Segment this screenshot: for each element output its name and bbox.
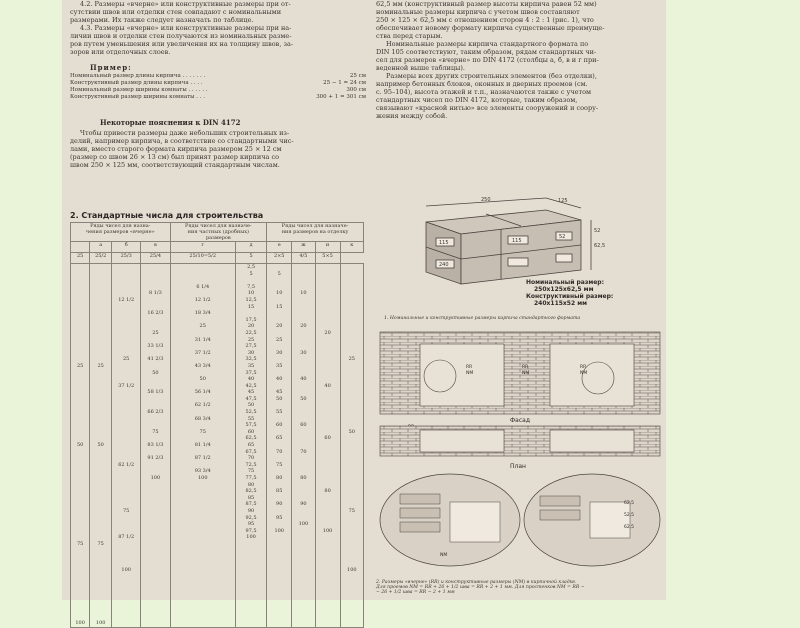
group-header-fractional: Ряды чисел для назначе- ния частных (дробных) размеров (170, 223, 267, 242)
mark-62-5-b: 62,5 (624, 525, 635, 530)
table-column-ratio: 25/10=5/2 (170, 253, 235, 264)
paragraph-line: номинальные размеры кирпича с учетом швов составляют (376, 8, 580, 16)
notes-line: Чтобы привести размеры даже небольших строительных из- (80, 129, 290, 137)
book-page (62, 0, 666, 627)
mark-nm-5: NM (440, 553, 448, 558)
mark-nm-3: NM (580, 371, 588, 376)
table-column-ratio: 5 (235, 253, 266, 264)
table-cell: 20 40 60 80 100 (315, 264, 340, 628)
paragraph-line: 250 × 125 × 62,5 мм с отношением сторон 4 : 2 : 1 (рис. 1), что (376, 16, 594, 24)
paragraph-line: с. 95–104), высота этажей и т.п., назначаются также с учетом (376, 88, 592, 96)
table-column-ratio: 25/4 (141, 253, 170, 264)
notes-line: (размер со швом 26 × 13 см) был принят размер кирпича со (70, 153, 280, 161)
paragraph-line: веденной выше таблицы). (376, 64, 465, 72)
example-rows (70, 73, 366, 101)
brick-dim-length: 250 (481, 197, 491, 203)
paragraph-line: сел для размеров «вчерне» по DIN 4172 (столбцы а, б, в и г при- (376, 56, 599, 64)
paragraph-line: 4.2. Размеры «вчерне» или конструктивные размеры при от- (80, 0, 291, 8)
figure-2-caption-line: − 26 + 1/2 шва = RR − 2 + 1 мм (376, 590, 455, 595)
mark-52-5: 52,5 (624, 513, 635, 518)
brick-dim-52: 52 (559, 234, 566, 240)
example-row (70, 80, 366, 87)
notes-line: делий, например кирпича, в соответствие со стандартными чис- (70, 137, 294, 145)
right-column (376, 0, 664, 600)
paragraph-line: ров путем уменьшения или увеличения их на толщину швов, за- (70, 40, 294, 48)
example-value: 25 − 1 = 24 см (323, 80, 366, 86)
notes-heading: Некоторые пояснения к DIN 4172 (100, 118, 241, 127)
paragraph-line: личии швов и отделки стен получаются из номинальных разме- (70, 32, 292, 40)
table-column-ratio: 4/5 (292, 253, 315, 264)
table-ratios-row (71, 253, 364, 264)
table-row (71, 264, 364, 628)
mark-rr-1: RR (466, 365, 473, 370)
brick-diagram (396, 192, 646, 314)
paragraph-line: стандартных чисел по DIN 4172, которые, таким образом, (376, 96, 578, 104)
example-row (70, 87, 366, 94)
table-cell: 6 1/4 12 1/2 18 3/4 25 31 1/4 37 1/2 43 3/4 50 56 1/4 62 1/2 68 3/4 75 81 1/4 87 1/2 93 3/4 100 (170, 264, 235, 628)
mark-nm-2: NM (522, 371, 530, 376)
group-header-rough: Ряды чисел для назна- чения размеров «вчерне» (71, 223, 171, 242)
left-column (70, 0, 366, 627)
table-title: 2. Стандартные числа для строительства (70, 211, 264, 220)
table-cell: 25 50 75 100 (71, 264, 90, 628)
paragraph-line: жения между собой. (376, 112, 448, 120)
notes-block (70, 112, 366, 169)
example-row (70, 94, 366, 101)
example-block (70, 60, 366, 101)
notes-line: лами, вместо старого формата кирпича размером 25 × 12 см (70, 145, 282, 153)
table-column-letter (71, 242, 90, 253)
table-column-ratio: 2×5 (267, 253, 292, 264)
mark-62-5-a: 62,5 (624, 501, 635, 506)
paragraph-line: обеспечивает новому формату кирпича существенные преимуще- (376, 24, 605, 32)
plan-label: План (510, 463, 526, 470)
table-column-ratio: 25 (71, 253, 90, 264)
table-column-letter: г (170, 242, 235, 253)
table-cell: 8 1/3 16 2/3 25 33 1/3 41 2/3 50 58 1/3 66 2/3 75 83 1/3 91 2/3 100 (141, 264, 170, 628)
table-column-ratio: 5×5 (315, 253, 340, 264)
brick-dim-115-b: 115 (512, 238, 522, 244)
table-column-letter: к (340, 242, 363, 253)
table-column-letter: ж (292, 242, 315, 253)
mark-nm-1: NM (466, 371, 474, 376)
table-column-letter: д (235, 242, 266, 253)
paragraph-line: Размеры всех других строительных элементов (без отделки), (386, 72, 597, 80)
paragraph-line: DIN 105 соответствуют, таким образом, рядам стандартных чи- (376, 48, 597, 56)
notes-text (70, 129, 366, 169)
figure-2-caption (376, 580, 664, 595)
mark-rr-2: RR (522, 365, 529, 370)
table-column-letter: б (112, 242, 141, 253)
example-label: Номинальный размер длины кирпича . . . . . . . (70, 73, 206, 79)
paragraph-line: 4.3. Размеры «вчерне» или конструктивные размеры при на- (80, 24, 292, 32)
example-label: Конструктивный размер длины кирпича . . . . (70, 80, 203, 86)
figure-1-caption: 1. Номинальные и конструктивные размеры кирпича стандартного формата (384, 316, 581, 321)
paragraph-line: ства перед старым. (376, 32, 443, 40)
figure-2-caption-line: Для проемов NM = RR + 26 + 1/2 шва = RR + 2 + 1 мм. Для простенков NM = RR − (376, 585, 585, 590)
example-value: 300 + 1 = 301 см (316, 94, 366, 100)
group-header-finish: Ряды чисел для назначе- ния размеров на отделку (267, 223, 364, 242)
nominal-size-value: 250х125х62,5 мм (534, 286, 594, 293)
brick-dim-115-a: 115 (439, 240, 449, 246)
table-group-header-row (71, 223, 364, 242)
table-cell: 10 20 30 40 50 60 70 80 90 100 (292, 264, 315, 628)
paragraph-line: Номинальные размеры кирпича стандартного формата по (386, 40, 589, 48)
notes-line: швом 250 × 125 мм, соответствующий стандартным числам. (70, 161, 280, 169)
standard-numbers-table (70, 222, 364, 628)
brick-dim-width: 125 (558, 198, 568, 204)
right-paragraphs (376, 0, 664, 120)
example-title: Пример: (90, 63, 132, 72)
masonry-diagram (380, 324, 660, 579)
table-column-letter: е (267, 242, 292, 253)
facade-label: Фасад (510, 417, 530, 424)
paragraph-line: 62,5 мм (конструктивный размер высоты кирпича равен 52 мм) (376, 0, 597, 8)
table-cell: 2,5 5 7,5 10 12,5 15 17,5 20 22,5 25 27,5 30 32,5 35 37,5 40 42,5 45 47,5 50 52,5 55 57,5 60 62,5 65 67,5 70 72,5 75 77,5 80 82,5 85 87,5 90 92,5 95 97,5 100 (235, 264, 266, 628)
intro-paragraphs (70, 0, 366, 56)
nominal-size-label: Номинальный размер: (526, 279, 604, 286)
mark-rr-3: RR (580, 365, 587, 370)
example-row (70, 73, 366, 80)
table-column-letter: а (90, 242, 112, 253)
brick-dim-height: 52 (594, 228, 601, 234)
paragraph-line: зоров или отделочных слоев. (70, 48, 171, 56)
paragraph-line: например бетонных блоков, оконных и дверных проемов (см. (376, 80, 588, 88)
table-column-letter: и (315, 242, 340, 253)
paragraph-line: сутствии швов или отделки стен совпадают с номинальными (70, 8, 282, 16)
example-value: 300 см (346, 87, 366, 93)
table-cell: 12 1/2 25 37 1/2 62 1/2 75 87 1/2 100 (112, 264, 141, 628)
example-label: Номинальный размер ширины комнаты . . . . . . (70, 87, 208, 93)
table-column-ratio: 25/2 (90, 253, 112, 264)
table-cell: 5 10 15 20 25 30 35 40 45 50 55 60 65 70 75 80 85 90 95 100 (267, 264, 292, 628)
example-value: 25 см (349, 73, 366, 79)
figure-2-caption-line: 2. Размеры «вчерне» (RR) и конструктивные размеры (NM) в кирпичной кладке. (376, 580, 577, 585)
constructive-size-label: Конструктивный размер: (526, 293, 614, 300)
paragraph-line: связывают «красной нитью» все элементы сооружений и соору- (376, 104, 599, 112)
brick-dim-height-nominal: 62,5 (594, 243, 606, 249)
example-label: Конструктивный размер ширины комнаты . . . (70, 94, 206, 100)
brick-dim-240: 240 (439, 262, 449, 268)
table-column-ratio: 25/3 (112, 253, 141, 264)
constructive-size-value: 240х115х52 мм (534, 300, 588, 307)
table-cell: 25 50 75 100 (340, 264, 363, 628)
paragraph-line: размерами. Их также следует назначать по таблице. (70, 16, 254, 24)
table-column-letter: в (141, 242, 170, 253)
table-cell: 25 50 75 100 (90, 264, 112, 628)
table-letters-row (71, 242, 364, 253)
